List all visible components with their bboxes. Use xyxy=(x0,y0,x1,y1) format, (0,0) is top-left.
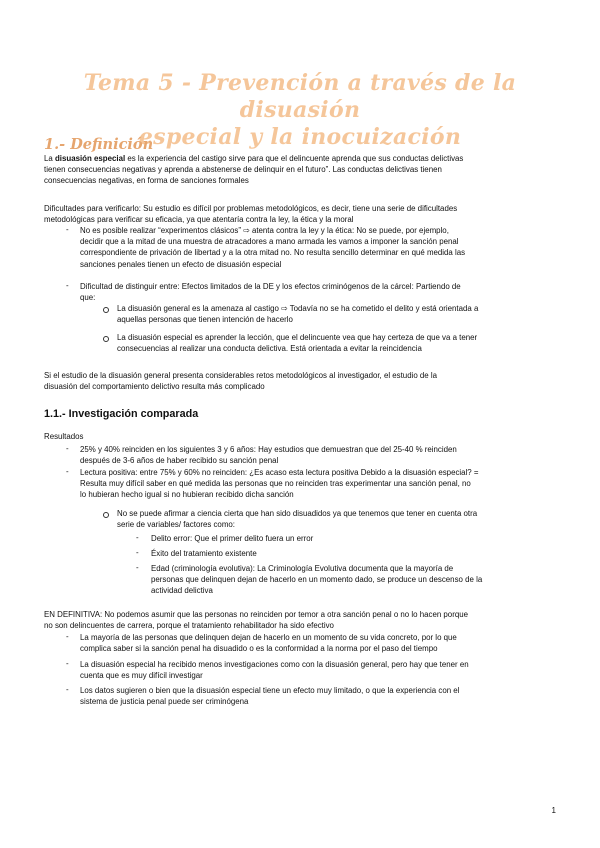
text-line: La disuasión especial es aprender la lección, que el delincuente vea que hay certeza de que va a tener xyxy=(117,333,478,342)
title-line: Tema 5 - Prevención a través de la disuasión xyxy=(83,70,517,123)
text-line: No es posible realizar “experimentos clásicos” ⇨ atenta contra la ley y la ética: No se puede, por ejemplo, xyxy=(80,226,449,235)
text-line: metodológicas para verificar su eficacia, ya que atentaría contra la ley, la ética y la moral xyxy=(44,215,354,225)
text-line: correspondiente de privación de libertad y a la otra mitad no. No resulta sencillo determinar en qué medida las xyxy=(80,248,466,258)
bullet-lectura-positiva xyxy=(80,467,558,501)
text-line: que: xyxy=(80,293,96,303)
text-line: complica saber si la sanción penal ha disuadido o es la conformidad a la norma por el paso del tiempo xyxy=(80,644,438,654)
dash-bullet: - xyxy=(136,548,139,557)
text-line: cuenta que es muy difícil investigar xyxy=(80,671,203,681)
dash-bullet: - xyxy=(66,444,69,453)
text-line: La disuasión especial ha recibido menos investigaciones como con la disuasión general, pero hay que tener en xyxy=(80,660,469,669)
circle-bullet xyxy=(103,336,109,342)
resultados-label: Resultados xyxy=(44,432,84,441)
title-line: especial y la inocuización xyxy=(138,124,462,150)
factor-edad xyxy=(151,563,558,597)
dash-bullet: - xyxy=(66,467,69,476)
en-definitiva-paragraph xyxy=(44,609,558,631)
text-line: No se puede afirmar a ciencia cierta que han sido disuadidos ya que tenemos que tener en cuenta otra xyxy=(117,509,478,518)
page-number: 1 xyxy=(551,806,556,815)
dificultades-paragraph xyxy=(44,203,558,225)
text-line: disuasión del comportamiento delictivo resulta más complicado xyxy=(44,382,265,392)
text-line: tienen consecuencias negativas y aprenda a abstenerse de delinquir en el futuro”. Las conductas delictivas tienen xyxy=(44,165,442,175)
text-line: lo hubieran hecho igual si no hubieran recibido dicha sanción xyxy=(80,490,294,500)
text-line: aquellas personas que tienen intención de hacerlo xyxy=(117,315,293,325)
sub-disuasion-general xyxy=(117,303,558,325)
sub-disuasion-especial xyxy=(117,332,558,354)
text-line: consecuencias negativas, en forma de sanciones formales xyxy=(44,176,249,186)
text-line: no son delincuentes de carrera, porque el tratamiento rehabilitador ha sido efectivo xyxy=(44,621,334,631)
intro-paragraph xyxy=(44,153,558,187)
circle-bullet xyxy=(103,512,109,518)
circle-bullet xyxy=(103,307,109,313)
dash-bullet: - xyxy=(66,225,69,234)
text-line: sistema de justicia penal puede ser criminógena xyxy=(80,697,249,707)
bullet-datos-sugieren xyxy=(80,685,558,707)
factor-exito-tratamiento: Éxito del tratamiento existente xyxy=(151,549,257,558)
text-line: La disuasión general es la amenaza al castigo ⇨ Todavía no se ha cometido el delito y está orientada a xyxy=(117,304,479,313)
text-line: actividad delictiva xyxy=(151,586,213,596)
bullet-experimentos xyxy=(80,225,558,270)
text-line: Si el estudio de la disuasión general presenta considerables retos metodológicos al investigador, el estudio de la xyxy=(44,371,438,380)
text-fragment: es la experiencia del castigo sirve para que el delincuente aprenda que sus conductas delictivas xyxy=(127,154,464,163)
text-line: personas que delinquen dejan de hacerlo en un momento dado, se produce un descenso de la xyxy=(151,575,483,585)
text-line: Dificultad de distinguir entre: Efectos limitados de la DE y los efectos criminógenos de la cárcel: Partiendo de xyxy=(80,282,461,291)
factor-delito-error: Delito error: Que el primer delito fuera un error xyxy=(151,534,314,543)
text-line: Lectura positiva: entre 75% y 60% no reinciden: ¿Es acaso esta lectura positiva Debido a la disuasión especial? = xyxy=(80,468,479,477)
bullet-menos-investigaciones xyxy=(80,659,558,681)
text-line: decidir que a la mitad de una muestra de atracadores a mano armada les vamos a imponer la sanción penal xyxy=(80,237,459,247)
text-line: La mayoría de las personas que delinquen dejan de hacerlo en un momento de su vida concreto, por lo que xyxy=(80,633,457,642)
text-line: consecuencias al realizar una conducta delictiva. Está orientada a evitar la reincidencia xyxy=(117,344,422,354)
dash-bullet: - xyxy=(136,533,139,542)
text-line: EN DEFINITIVA: No podemos asumir que las personas no reinciden por temor a otra sanción penal o no lo hacen porque xyxy=(44,610,468,619)
dash-bullet: - xyxy=(66,632,69,641)
dash-bullet: - xyxy=(66,659,69,668)
section-heading-investigacion: 1.1.- Investigación comparada xyxy=(44,408,199,420)
dash-bullet: - xyxy=(136,563,139,572)
bold-term: disuasión especial xyxy=(54,154,126,163)
text-line: Resulta muy difícil saber en qué medida las personas que no reinciden tras experimentar una sanción penal, no xyxy=(80,479,471,489)
text-line xyxy=(44,153,558,164)
text-line: sanciones penales tienen un efecto de disuasión especial xyxy=(80,259,282,269)
dash-bullet: - xyxy=(66,685,69,694)
text-line: serie de variables/ factores como: xyxy=(117,520,235,530)
bullet-dificultad-distinguir xyxy=(80,281,558,303)
sub-no-se-puede-afirmar xyxy=(117,508,558,530)
section-heading-definicion: 1.- Definición xyxy=(44,136,154,153)
bullet-mayoria-personas xyxy=(80,632,558,654)
bullet-reincidencia xyxy=(80,444,558,466)
text-fragment: La xyxy=(44,154,53,163)
text-line: Los datos sugieren o bien que la disuasión especial tiene un efecto muy limitado, o que la experiencia con el xyxy=(80,686,460,695)
text-line: 25% y 40% reinciden en los siguientes 3 y 6 años: Hay estudios que demuestran que del 25-40 % reinciden xyxy=(80,445,457,454)
text-line: después de 3-6 años de haber recibido su sanción penal xyxy=(80,456,279,466)
text-line: Dificultades para verificarlo: Su estudio es difícil por problemas metodológicos, es decir, tiene una serie de dificultades xyxy=(44,204,458,213)
text-line: Edad (criminología evolutiva): La Criminología Evolutiva documenta que la mayoría de xyxy=(151,564,454,573)
closing-paragraph xyxy=(44,370,558,392)
dash-bullet: - xyxy=(66,281,69,290)
